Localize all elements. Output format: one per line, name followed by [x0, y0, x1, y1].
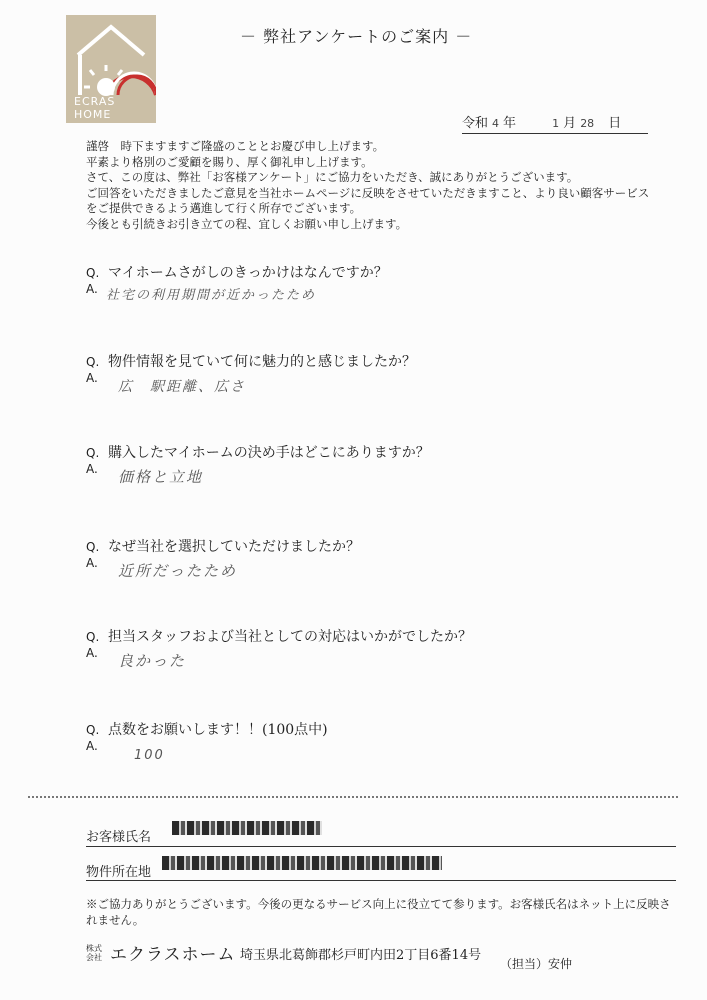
staff-in-charge: （担当）安仲	[500, 957, 573, 971]
intro-line: 今後とも引続きお引き立ての程、宜しくお願い申し上げます。	[86, 216, 408, 231]
a-mark: A.	[86, 646, 98, 660]
answer-label-4	[86, 556, 108, 570]
dotted-divider	[28, 796, 678, 798]
question-text: マイホームさがしのきっかけはなんですか？	[108, 265, 388, 281]
question-text: なぜ当社を選択していただけましたか？	[108, 539, 360, 555]
question-text: 担当スタッフおよび当社としての対応はいかがでしたか？	[108, 629, 472, 645]
q-mark: Q.	[86, 355, 100, 369]
answer-label-3	[86, 462, 108, 476]
a-mark: A.	[86, 739, 98, 753]
page-title: － 弊社アンケートのご案内 －	[240, 27, 473, 46]
intro-paragraph	[86, 139, 666, 233]
question-text: 物件情報を見ていて何に魅力的と感じましたか？	[108, 354, 416, 370]
a-mark: A.	[86, 556, 98, 570]
company-logo	[66, 15, 156, 123]
date-day: 28	[580, 117, 595, 130]
question-text: 点数をお願いします！！(100点中)	[108, 722, 328, 738]
answer-label-2	[86, 371, 108, 385]
question-1	[86, 262, 388, 282]
redacted-customer-name	[172, 821, 322, 835]
date-year: 4	[492, 117, 500, 130]
a-mark: A.	[86, 371, 98, 385]
logo-text-line1: ECRAS	[74, 95, 116, 108]
property-location-underline	[86, 880, 676, 881]
date-day-unit: 日	[608, 116, 622, 131]
company-address: 埼玉県北葛飾郡杉戸町内田2丁目6番14号	[240, 948, 482, 963]
q-mark: Q.	[86, 540, 100, 554]
logo-text-line2: HOME	[74, 108, 112, 121]
date-month: 1	[552, 117, 560, 130]
date-month-unit: 月	[563, 116, 577, 131]
intro-line: さて、この度は、弊社「お客様アンケート」にご協力をいただき、誠にありがとうございます。	[86, 170, 579, 185]
answer-label-1	[86, 282, 108, 296]
answer-6: 100	[134, 748, 165, 763]
company-type-line: 株式	[86, 944, 102, 953]
company-type-line: 会社	[86, 953, 102, 962]
redacted-property-location	[162, 856, 442, 870]
q-mark: Q.	[86, 723, 100, 737]
answer-label-6	[86, 739, 108, 753]
intro-line: 平素より格別のご愛顧を賜り、厚く御礼申し上げます。	[86, 154, 373, 169]
question-text: 購入したマイホームの決め手はどこにありますか？	[108, 445, 430, 461]
question-5	[86, 626, 472, 646]
question-2	[86, 351, 416, 371]
customer-name-label: お客様氏名	[86, 830, 152, 845]
a-mark: A.	[86, 282, 98, 296]
a-mark: A.	[86, 462, 98, 476]
company-type-label	[86, 944, 102, 962]
answer-3: 価格と立地	[118, 468, 204, 486]
answer-5: 良かった	[118, 652, 187, 670]
date-era: 令和	[462, 116, 489, 131]
intro-line: 謹啓 時下ますますご隆盛のこととお慶び申し上げます。	[86, 139, 385, 153]
answer-label-5	[86, 646, 108, 660]
q-mark: Q.	[86, 266, 100, 280]
property-location-label: 物件所在地	[86, 865, 152, 880]
q-mark: Q.	[86, 630, 100, 644]
question-4	[86, 536, 360, 556]
answer-1: 社宅の利用期間が近かったため	[106, 288, 317, 303]
footnote: ※ご協力ありがとうございます。今後の更なるサービス向上に役立てて参ります。お客様氏名はネット上に反映されません。	[86, 897, 671, 927]
intro-line: ご回答をいただきましたご意見を当社ホームページに反映をさせていただきますこと、より良い顧客サービス	[86, 185, 650, 200]
q-mark: Q.	[86, 446, 100, 460]
question-6	[86, 719, 328, 739]
date-line	[462, 112, 648, 134]
customer-name-underline	[86, 846, 676, 847]
intro-line: をご提供できるよう邁進して行く所存でございます。	[86, 201, 362, 216]
company-name: エクラスホーム	[110, 945, 236, 965]
answer-4: 近所だったため	[118, 562, 238, 580]
date-year-unit: 年	[503, 116, 517, 131]
question-3	[86, 442, 430, 462]
answer-2: 広 駅距離、広さ	[118, 379, 246, 395]
